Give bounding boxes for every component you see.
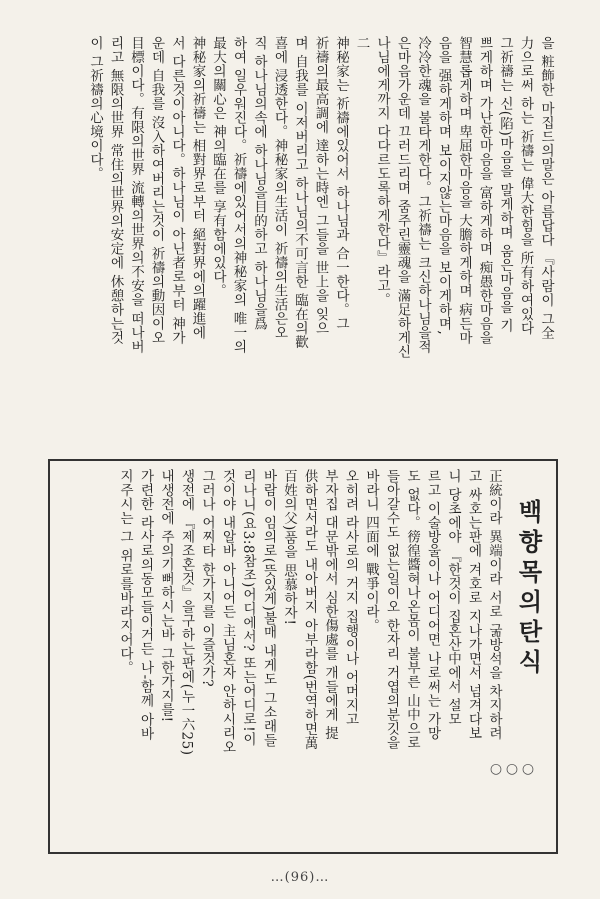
page-number: …(96)… [270, 870, 330, 885]
text-column: 음을 强하게하며 보이지않는마음을 보이게하며, [435, 36, 452, 336]
article-text-column: 供하면서라도 내아버지 아부라함(번역하면萬 [301, 469, 318, 751]
article-text-column: 니 당초에야 『한것이 집혼산中에서 설모 [445, 469, 461, 727]
text-column: 서 다른것이아니다。하나님이 아닌者로부터 神가 [169, 36, 185, 345]
text-column: 을 粧飾한 마집드의말은 아름답다 『사람이 그全 [538, 36, 554, 340]
text-column: 직 하나님의속에 하나님을目的하고 하나님을爲 [251, 36, 267, 331]
text-column: 祈禱의最高調에 達하는時엔 그들을 世上을 잊으 [312, 36, 329, 336]
article-text-column: 바람이 임의로(뜻있게)불매 내게도 그소래들 [260, 469, 277, 747]
article-text-column: 것이야 내알바 아니어든 主님혼자 안하시리오 [219, 469, 236, 755]
text-column: 喜에 浸透한다。神秘家의生活이 祈禱의生活은오 [271, 36, 288, 340]
article-text-column: 들아갈수도 없는일이오 한자리 거엽의분깃을 [383, 469, 400, 750]
text-column: 며 自我를 이저버리고 하나님의不可言한 臨在의歡 [292, 36, 308, 350]
article-text-column: 正統이라 異端이라 서로 굶방석을 차지하려 [486, 469, 502, 741]
text-column: 리고 無限의世界 常住의世界의安定에 休憩하는것 [107, 36, 124, 345]
article-text-column: 바라니 四面에 戰爭이라。 [363, 469, 379, 633]
text-column: 쁘게하며 가난한마음을 富하게하며 痴愚한마음을 [476, 36, 493, 345]
article-title: 백향목의탄식 [514, 499, 542, 679]
text-column: 나님에게까지 다다르도록하게한다』라고。 [374, 36, 390, 307]
text-column: 力으로써 하는 祈禱는 偉大한힘을 所有하여있다 [517, 36, 534, 336]
article-columns [58, 469, 546, 844]
article-text-column: 그러나 어찌타 한가지를 이즐것가? [199, 469, 215, 688]
article-text-column: 생전에 『제조혼것』을구하는판에(누一六25) [178, 469, 195, 756]
essay-columns [52, 36, 552, 456]
decorative-circles: ○ ○ ○ [488, 761, 536, 787]
text-column: 은마음가운데 끄러드리며 줌주린靈魂을 滿足하게신 [394, 36, 411, 359]
article-text-column: 부자집 대문밖에서 심한傷處를 개들에게 提 [322, 469, 338, 741]
text-column: 운데 自我를 沒入하여버리는것이 祈禱의動因이오 [148, 36, 165, 345]
article-text-column: 百姓의父)품을 思慕하자! [281, 469, 297, 626]
bordered-article [48, 459, 558, 854]
article-text-column: 오히려 라사로의 거지 집행이나 어머지고 [342, 469, 359, 727]
article-text-column: 도 없다。徬徨醬혀나온몸이 불부른 山中으로 [404, 469, 420, 750]
text-column: 目標이다。有限의世界 流轉의世界의不安을 떠나버 [128, 36, 144, 354]
article-text-column: 르고 이술방울이나 어디어면 나로써는 가망 [424, 469, 441, 741]
text-column: 二 [353, 36, 370, 50]
text-column: 이 그祈禱의心境이다。 [87, 36, 103, 181]
text-column: 最大의關心은 神의臨在를 享有함에있다。 [210, 36, 226, 298]
text-column: 冷冷한魂을 불타게한다。그祈禱는 크신하나님을적 [415, 36, 431, 354]
article-text-column: 리나니(요3:8참조)어디에서? 또는어디로!이 [240, 469, 256, 747]
article-text-column: 고 싸호는판에 겨호로 지나가면서 넘겨다보 [465, 469, 482, 741]
article-text-column: 내생전에 주의기뻐하시는바 그한가지를! [158, 469, 174, 723]
text-column: 智慧롭게하며 卑屈한마음을 大膽하게하며 病든마 [456, 36, 472, 345]
text-column: 그祈禱는 신(陷)마음을 말게하며 움은마음을 기 [497, 36, 513, 333]
text-column: 神秘家는 祈禱에있어서 하나님과 合一한다。그 [333, 36, 349, 331]
essay-section [52, 36, 552, 456]
article-text-column: 지주시는 그 위로를바라지어다。 [117, 469, 133, 675]
text-column: 하여 일우워진다。祈禱에있어서의神秘家의 唯一의 [230, 36, 247, 354]
text-column: 神秘家의祈禱는 相對界로부터 絕對界에의躍進에 [189, 36, 206, 340]
article-text-column: 가련한 라사로의동모들이거든 나-함께 아바 [137, 469, 154, 741]
